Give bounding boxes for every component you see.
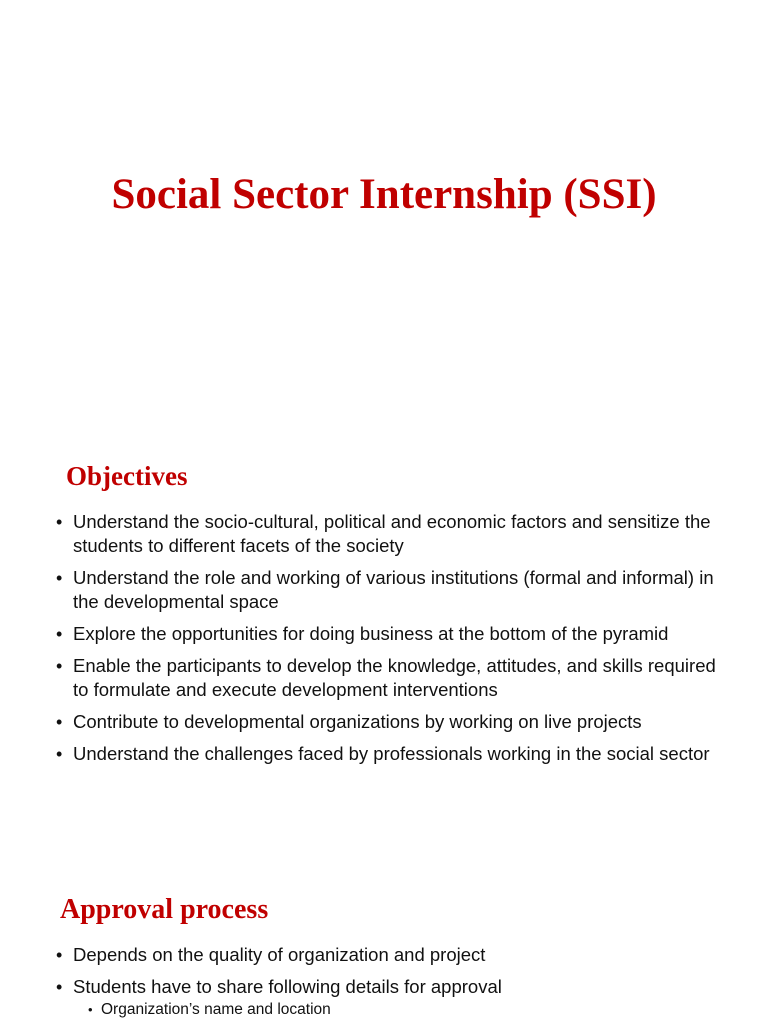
approval-item <box>56 943 736 967</box>
objective-text: Understand the challenges faced by professionals working in the social sector <box>73 743 710 764</box>
bullet-icon: • <box>56 568 63 588</box>
approval-item <box>56 975 736 999</box>
approval-list <box>56 943 736 1007</box>
bullet-icon: • <box>56 712 63 732</box>
objective-text: Understand the role and working of various institutions (formal and informal) in the developmental space <box>73 567 714 612</box>
approval-heading: Approval process <box>60 894 269 925</box>
objective-text: Enable the participants to develop the knowledge, attitudes, and skills required to formulate and execute development interventions <box>73 655 716 700</box>
objective-item <box>56 510 736 558</box>
objective-item <box>56 710 736 734</box>
bullet-icon: • <box>56 945 63 965</box>
bullet-icon: • <box>56 744 63 764</box>
bullet-icon: • <box>88 1002 93 1017</box>
approval-text: Depends on the quality of organization and project <box>73 944 486 965</box>
objective-text: Explore the opportunities for doing business at the bottom of the pyramid <box>73 623 669 644</box>
bullet-icon: • <box>56 656 63 676</box>
bullet-icon: • <box>56 977 63 997</box>
objective-item <box>56 566 736 614</box>
objective-item <box>56 654 736 702</box>
approval-text: Students have to share following details for approval <box>73 976 502 997</box>
bullet-icon: • <box>56 512 63 532</box>
objective-text: Understand the socio-cultural, political and economic factors and sensitize the students to different facets of the society <box>73 511 711 556</box>
objectives-heading: Objectives <box>66 461 188 491</box>
approval-sub-list <box>88 1000 728 1020</box>
approval-sub-text: Organization’s name and location <box>101 1001 331 1018</box>
objectives-list <box>56 510 736 774</box>
page-title: Social Sector Internship (SSI) <box>111 171 657 218</box>
objective-item <box>56 622 736 646</box>
bullet-icon: • <box>56 624 63 644</box>
objective-item <box>56 742 736 766</box>
approval-sub-item <box>88 1000 728 1020</box>
objective-text: Contribute to developmental organizations by working on live projects <box>73 711 642 732</box>
